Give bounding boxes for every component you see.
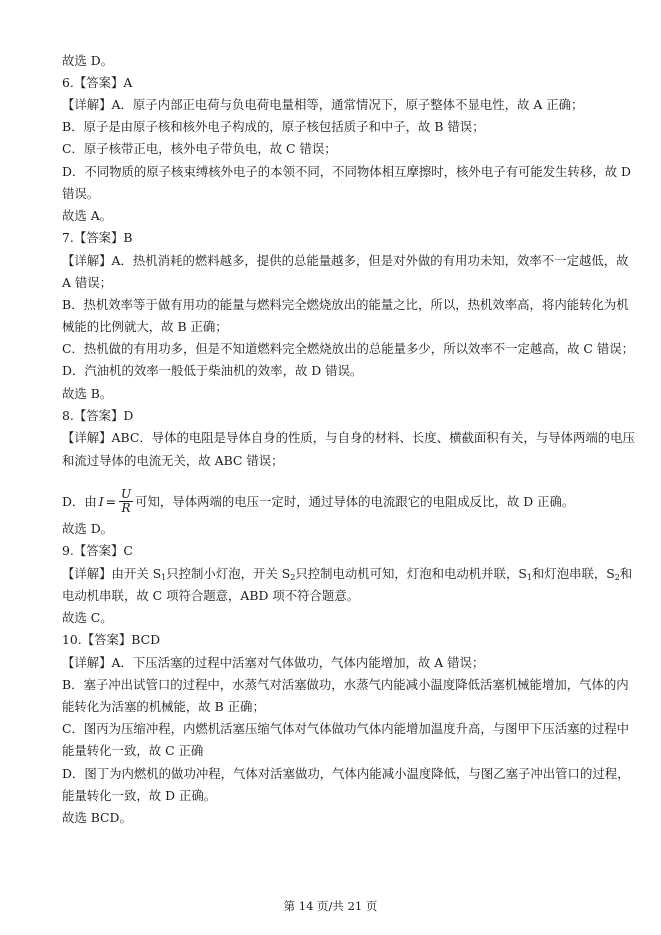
q9-detail-line-2: 电动机串联，故 C 项符合题意，ABD 项不符合题意。	[62, 588, 360, 603]
formula-fraction	[119, 488, 133, 515]
text-line: 10.【答案】BCD	[62, 632, 161, 647]
text-line: 错误。	[62, 186, 100, 201]
formula-current-symbol: I	[98, 493, 104, 509]
text-line: 能量转化一致，故 D 正确。	[62, 788, 217, 803]
text-line: 故选 C。	[62, 610, 113, 625]
text-line: 【详解】A．下压活塞的过程中活塞对气体做功，气体内能增加，故 A 错误；	[62, 655, 485, 670]
formula-numerator: U	[121, 486, 132, 501]
text-line: C．热机做的有用功多，但是不知道燃料完全燃烧放出的总能量多少，所以效率不一定越高，故 C 错误；	[62, 341, 635, 356]
text-line: 能转化为活塞的机械能，故 B 正确；	[62, 699, 265, 714]
text-line: 【详解】A．原子内部正电荷与负电荷电量相等，通常情况下，原子整体不显电性，故 A 正确；	[62, 97, 584, 112]
q9-text-a: 【详解】由开关 S	[62, 566, 162, 581]
q9-text-e: 和	[619, 566, 633, 581]
formula-line	[62, 487, 574, 515]
q9-text-c: 只控制电动机可知，灯泡和电动机并联，S	[295, 566, 527, 581]
text-line: 故选 A。	[62, 208, 113, 223]
text-line: 6.【答案】A	[62, 75, 133, 90]
formula-equals: =	[105, 493, 117, 509]
text-line: 故选 BCD。	[62, 810, 132, 825]
formula-suffix: 可知，导体两端的电压一定时，通过导体的电流跟它的电阻成反比，故 D 正确。	[135, 494, 575, 509]
text-line: D．图丁为内燃机的做功冲程，气体对活塞做功，气体内能减小温度降低，与图乙塞子冲出管口的过程，	[62, 766, 630, 781]
text-line: 9.【答案】C	[62, 543, 133, 558]
q9-sub-3: 1	[526, 573, 532, 582]
text-line: 能量转化一致，故 C 正确	[62, 743, 204, 758]
formula-prefix: D．由	[62, 494, 97, 509]
text-line: 故选 D。	[62, 521, 114, 536]
text-line: D．汽油机的效率一般低于柴油机的效率，故 D 错误。	[62, 363, 363, 378]
text-line: 和流过导体的电流无关，故 ABC 错误；	[62, 453, 284, 468]
text-line: C．图丙为压缩冲程，内燃机活塞压缩气体对气体做功气体内能增加温度升高，与图甲下压活塞的过程中	[62, 721, 630, 736]
q9-sub-2: 2	[290, 573, 296, 582]
text-line: 8.【答案】D	[62, 408, 134, 423]
text-line: 7.【答案】B	[62, 230, 133, 245]
text-line: 【详解】ABC．导体的电阻是导体自身的性质，与自身的材料、长度、横截面积有关，与导体两端的电压	[62, 430, 635, 445]
q9-sub-4: 2	[614, 573, 620, 582]
text-line: C．原子核带正电，核外电子带负电，故 C 错误；	[62, 141, 337, 156]
text-line: A 错误；	[62, 275, 113, 290]
formula-denominator: R	[121, 500, 131, 515]
text-line: 械能的比例就大，故 B 正确；	[62, 319, 228, 334]
q9-detail-line-1	[62, 565, 633, 582]
text-line: 故选 D。	[62, 53, 114, 68]
q9-text-b: 只控制小灯泡，开关 S	[166, 566, 291, 581]
text-line: B．原子是由原子核和核外电子构成的，原子核包括质子和中子，故 B 错误；	[62, 119, 485, 134]
text-line: B．热机效率等于做有用功的能量与燃料完全燃烧放出的能量之比，所以，热机效率高，将内能转化为机	[62, 297, 629, 312]
text-line: 【详解】A．热机消耗的燃料越多，提供的总能量越多，但是对外做的有用功未知，效率不一定越低，故	[62, 253, 629, 268]
page-footer: 第 14 页/共 21 页	[283, 899, 378, 913]
text-line: D．不同物质的原子核束缚核外电子的本领不同，不同物体相互摩擦时，核外电子有可能发生转移，故 D	[62, 164, 631, 179]
text-line: B．塞子冲出试管口的过程中，水蒸气对活塞做功，水蒸气内能减小温度降低活塞机械能增加，气体的内	[62, 677, 629, 692]
text-line: 故选 B。	[62, 386, 113, 401]
q9-sub-1: 1	[161, 573, 167, 582]
q9-text-d: 和灯泡串联，S	[531, 566, 615, 581]
